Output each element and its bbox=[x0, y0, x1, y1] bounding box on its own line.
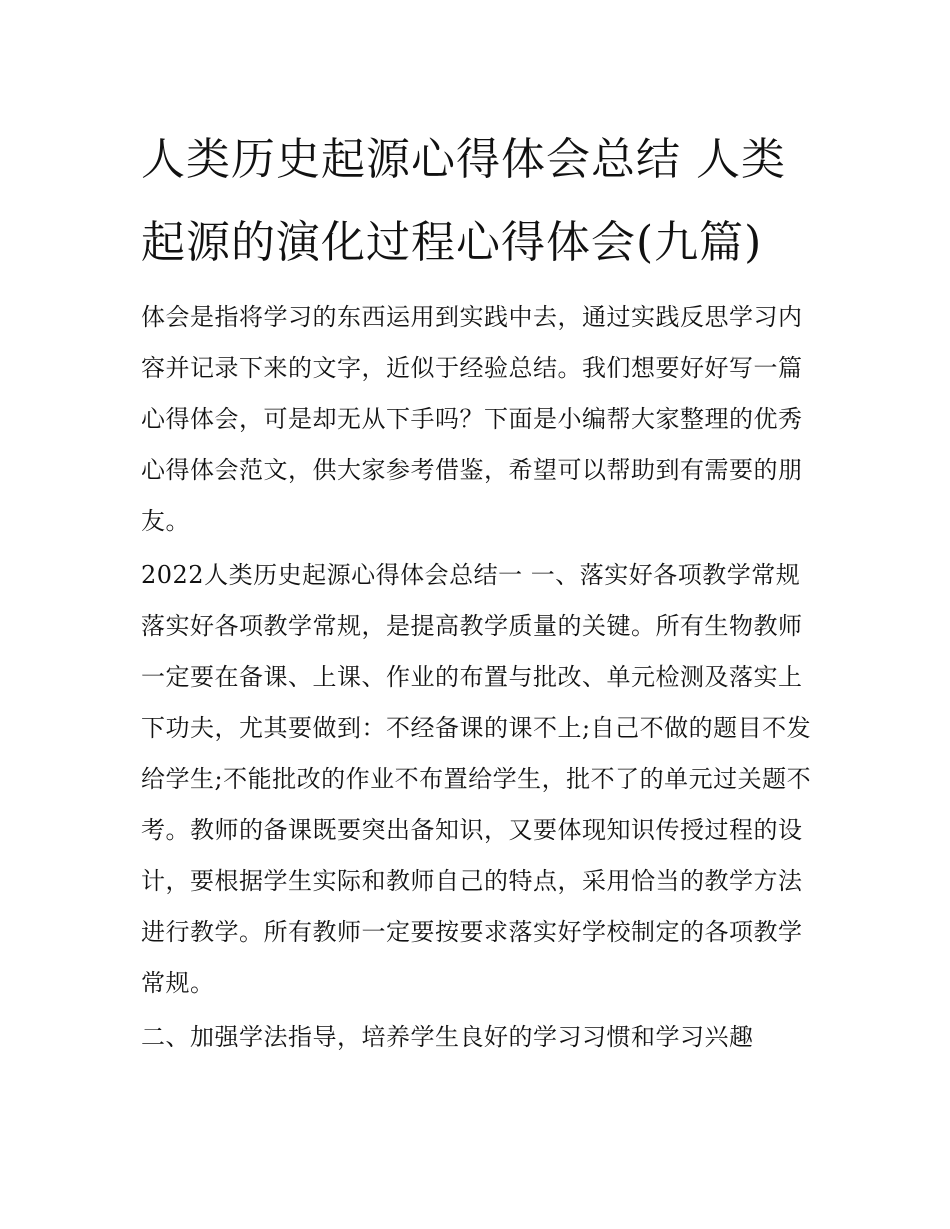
document-page bbox=[141, 118, 813, 1063]
intro-paragraph: 体会是指将学习的东西运用到实践中去，通过实践反思学习内容并记录下来的文字，近似于经验总结。我们想要好好写一篇心得体会，可是却无从下手吗？下面是小编帮大家整理的优秀心得体会范文，供大家参考借鉴，希望可以帮助到有需要的朋友。 bbox=[141, 303, 803, 535]
section-two-heading: 二、加强学法指导，培养学生良好的学习习惯和学习兴趣 bbox=[141, 1023, 754, 1051]
document-title: 人类历史起源心得体会总结 人类起源的演化过程心得体会(九篇) bbox=[141, 134, 786, 268]
section-one-paragraph: 2022人类历史起源心得体会总结一 一、落实好各项教学常规落实好各项教学常规，是提高教学质量的关键。所有生物教师一定要在备课、上课、作业的布置与批改、单元检测及落实上下功夫，尤其要做到：不经备课的课不上;自己不做的题目不发给学生;不能批改的作业不布置给学生，批不了的单元过关题不考。教师的备课既要突出备知识，又要体现知识传授过程的设计，要根据学生实际和教师自己的特点，采用恰当的教学方法进行教学。所有教师一定要按要求落实好学校制定的各项教学常规。 bbox=[141, 561, 812, 997]
